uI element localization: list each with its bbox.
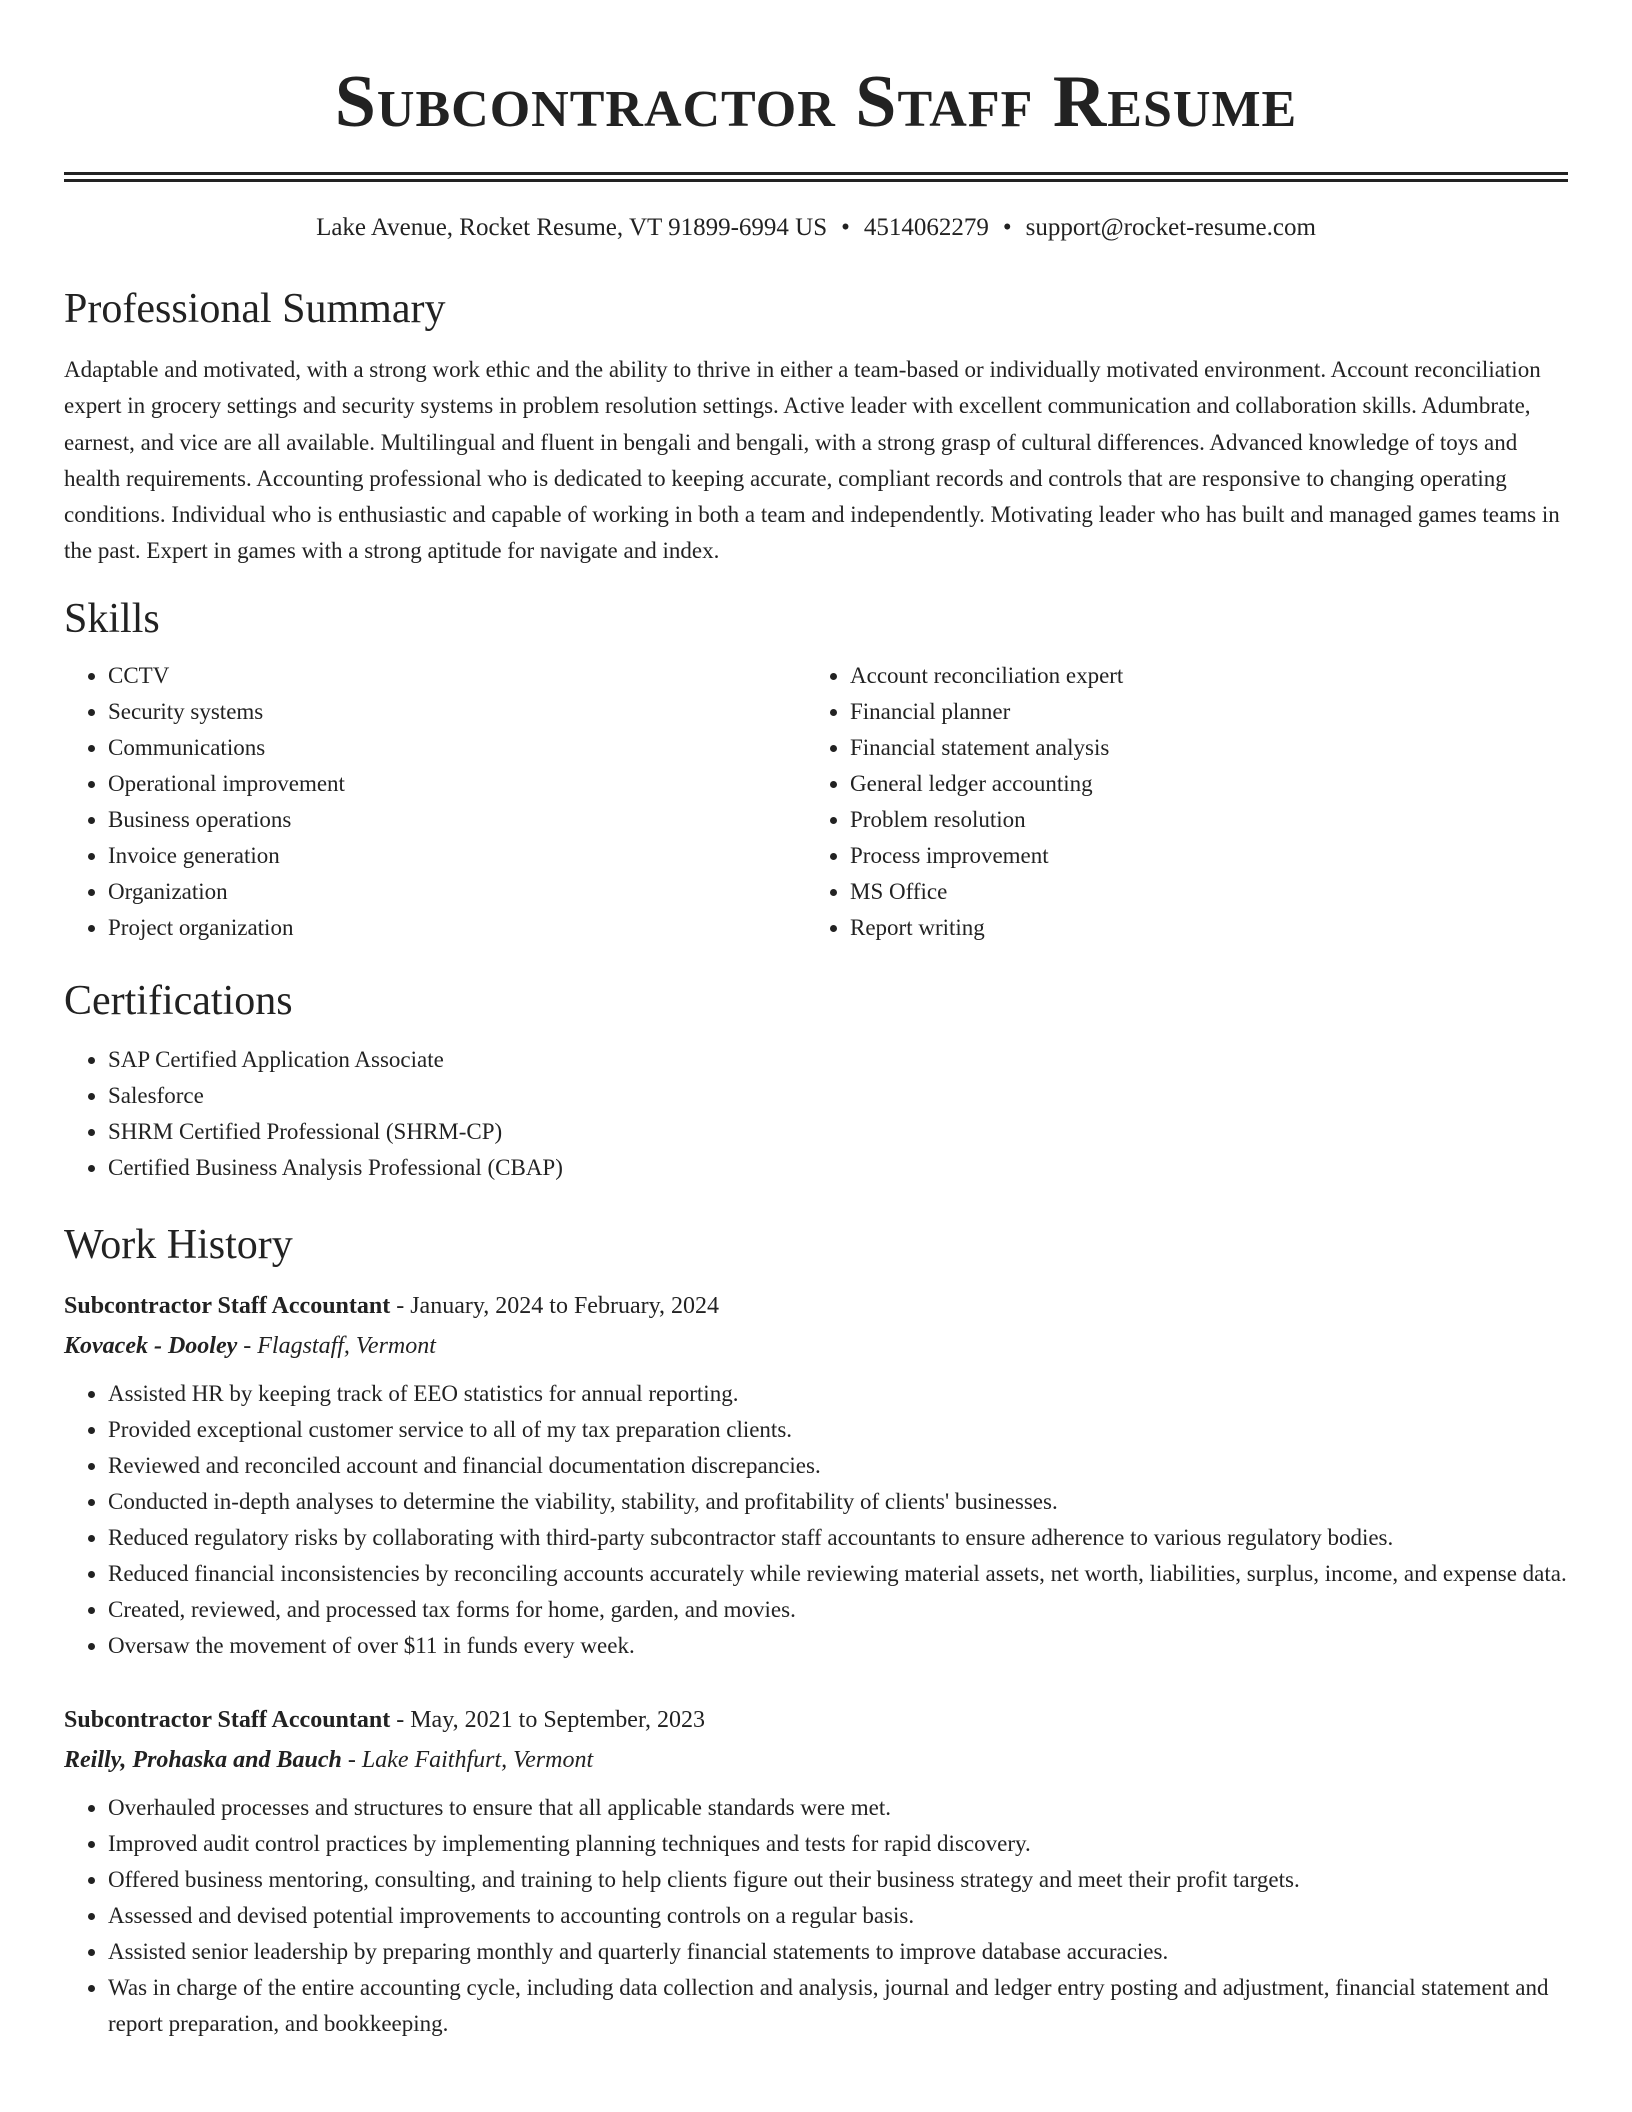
job-entry [64,1286,1568,1664]
job-duties-list [64,1790,1568,2042]
skill-item: • Process improvement [850,838,1548,874]
summary-heading: Professional Summary [64,286,446,332]
job-duty: • Created, reviewed, and processed tax forms for home, garden, and movies. [108,1592,1568,1628]
skill-item: • Account reconciliation expert [850,658,1548,694]
contact-separator: • [1002,214,1012,241]
contact-line [64,212,1568,244]
contact-email: support@rocket-resume.com [1025,214,1316,241]
skill-item: • Financial planner [850,694,1548,730]
skills-columns [64,658,1568,946]
certifications-list [64,1042,1568,1186]
job-duty: • Reduced regulatory risks by collaborating with third-party subcontractor staff accountants to ensure adherence to various regulatory bodies. [108,1520,1568,1556]
job-entry [64,1700,1568,2042]
certification-item: • SHRM Certified Professional (SHRM-CP) [108,1114,1568,1150]
contact-phone: 4514062279 [863,214,989,241]
job-company-line [64,1326,1568,1366]
job-company-line [64,1740,1568,1780]
skill-item: • Business operations [108,802,806,838]
job-duty: • Improved audit control practices by implementing planning techniques and tests for rapid discovery. [108,1826,1568,1862]
job-title-line [64,1700,1568,1740]
job-title: Subcontractor Staff Accountant [64,1292,391,1319]
skills-column-left [64,658,806,946]
job-duty: • Overhauled processes and structures to ensure that all applicable standards were met. [108,1790,1568,1826]
job-title-line [64,1286,1568,1326]
skill-item: • Report writing [850,910,1548,946]
skill-item: • Security systems [108,694,806,730]
job-title: Subcontractor Staff Accountant [64,1706,391,1733]
resume-title: Subcontractor Staff Resume [334,61,1298,143]
job-location: - Flagstaff, Vermont [237,1332,436,1359]
job-company: Kovacek - Dooley [64,1332,238,1359]
skills-heading: Skills [64,595,160,642]
certifications-heading: Certifications [64,977,293,1024]
job-duties-list [64,1376,1568,1664]
job-location: - Lake Faithfurt, Vermont [341,1746,594,1773]
skill-item: • Financial statement analysis [850,730,1548,766]
skills-column-right [806,658,1548,946]
contact-separator: • [841,214,850,241]
skill-item: • Communications [108,730,806,766]
certification-item: • SAP Certified Application Associate [108,1042,1568,1078]
job-duty: • Provided exceptional customer service to all of my tax preparation clients. [108,1412,1568,1448]
job-duty: • Reduced financial inconsistencies by reconciling accounts accurately while reviewing material assets, net worth, liabilities, surplus, income, and expense data. [108,1556,1568,1592]
work-history-heading: Work History [64,1221,293,1268]
contact-address: Lake Avenue, Rocket Resume, VT 91899-6994 US [316,214,828,241]
summary-text: Adaptable and motivated, with a strong work ethic and the ability to thrive in either a team-based or individually motivated environment. Account reconciliation expert in grocery settings and security systems in problem resolution settings. Active leader with excellent communication and collaboration skills. Adumbrate, earnest, and vice are all available. Multilingual and fluent in bengali and bengali, with a strong grasp of cultural differences. Advanced knowledge of toys and health requirements. Accounting professional who is dedicated to keeping accurate, compliant records and controls that are responsive to changing operating conditions. Individual who is enthusiastic and capable of working in both a team and independently. Motivating leader who has built and managed games teams in the past. Expert in games with a strong aptitude for navigate and index. [64,357,1560,564]
job-duty: • Conducted in-depth analyses to determine the viability, stability, and profitability of clients' businesses. [108,1484,1568,1520]
job-duty: • Was in charge of the entire accounting cycle, including data collection and analysis, journal and ledger entry posting and adjustment, financial statement and report preparation, and bookkeeping. [108,1970,1568,2042]
job-company: Reilly, Prohaska and Bauch [64,1746,342,1773]
skill-item: • Operational improvement [108,766,806,802]
title-double-rule [64,172,1568,182]
job-dates: - January, 2024 to February, 2024 [390,1292,720,1319]
job-duty: • Assessed and devised potential improvements to accounting controls on a regular basis. [108,1898,1568,1934]
skill-item: • Project organization [108,910,806,946]
job-duty: • Assisted HR by keeping track of EEO statistics for annual reporting. [108,1376,1568,1412]
skill-item: • Organization [108,874,806,910]
job-duty: • Offered business mentoring, consulting, and training to help clients figure out their business strategy and meet their profit targets. [108,1862,1568,1898]
skill-item: • CCTV [108,658,806,694]
skills-list-left [64,658,806,946]
job-duty: • Oversaw the movement of over $11 in funds every week. [108,1628,1568,1664]
certification-item: • Salesforce [108,1078,1568,1114]
skill-item: • MS Office [850,874,1548,910]
skills-list-right [806,658,1548,946]
job-duty: • Assisted senior leadership by preparing monthly and quarterly financial statements to improve database accuracies. [108,1934,1568,1970]
skill-item: • Invoice generation [108,838,806,874]
job-duty: • Reviewed and reconciled account and financial documentation discrepancies. [108,1448,1568,1484]
skill-item: • Problem resolution [850,802,1548,838]
certification-item: • Certified Business Analysis Professional (CBAP) [108,1150,1568,1186]
job-dates: - May, 2021 to September, 2023 [390,1706,705,1733]
skill-item: • General ledger accounting [850,766,1548,802]
